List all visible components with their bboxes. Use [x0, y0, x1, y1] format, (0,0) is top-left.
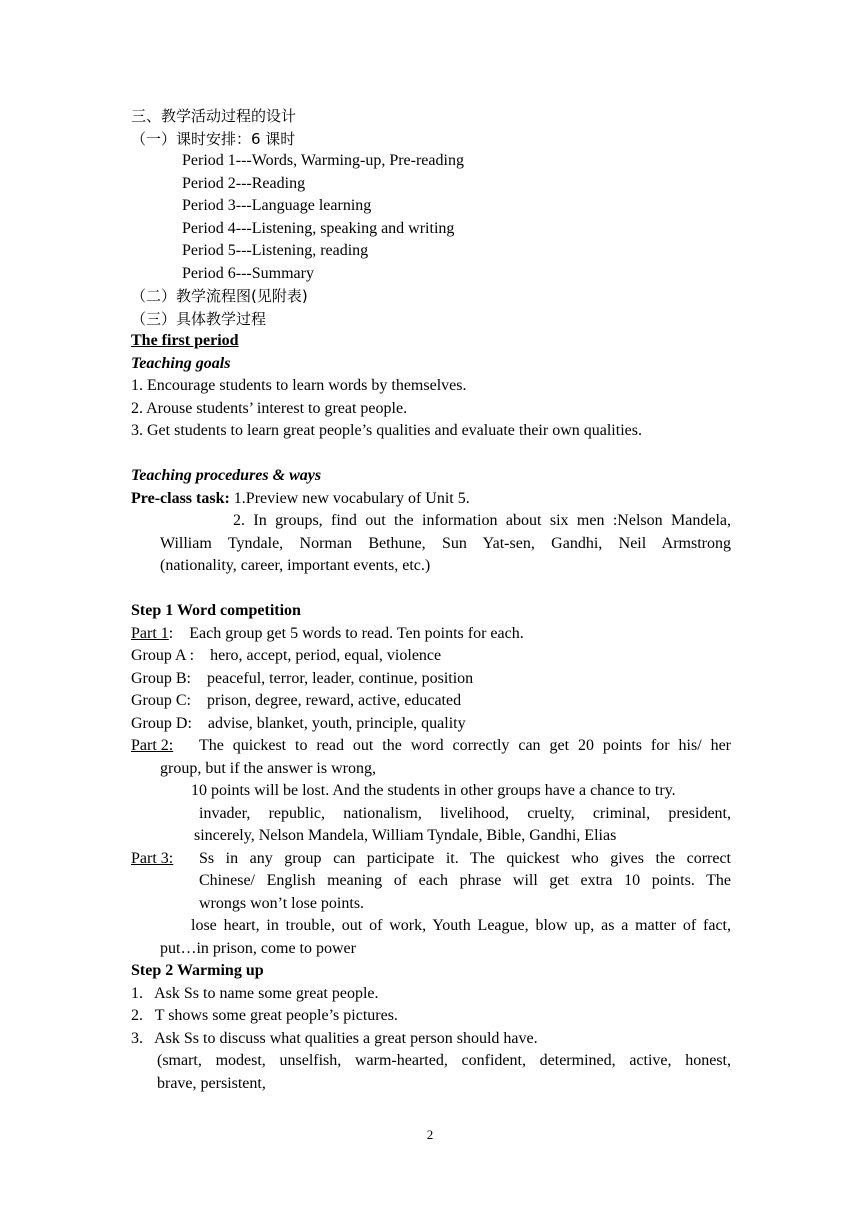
group-item: Group C: prison, degree, reward, active, educated [131, 692, 462, 709]
step1-title: Step 1 Word competition [131, 602, 301, 619]
flowchart-label: （二）教学流程图(见附表) [131, 287, 308, 305]
period-item: Period 5---Listening, reading [182, 242, 369, 259]
part3-line: lose heart, in trouble, out of work, Youth League, blow up, as a matter of fact, [191, 917, 731, 934]
part3-label: Part 3: [131, 850, 174, 867]
step2-title: Step 2 Warming up [131, 962, 264, 979]
process-label: （三）具体教学过程 [131, 310, 267, 328]
period-item: Period 4---Listening, speaking and writing [182, 220, 455, 237]
part3-line: Chinese/ English meaning of each phrase will get extra 10 points. The [199, 872, 731, 889]
goal-item: 1. Encourage students to learn words by themselves. [131, 377, 467, 394]
preclass-line [131, 489, 470, 509]
part2-line: group, but if the answer is wrong, [160, 760, 376, 777]
procedures-title: Teaching procedures & ways [131, 467, 322, 484]
goal-item: 2. Arouse students’ interest to great people. [131, 400, 408, 417]
preclass-task1: 1.Preview new vocabulary of Unit 5. [229, 490, 470, 507]
preclass-task2-line: 2. In groups, find out the information about six men :Nelson Mandela, [233, 512, 731, 529]
part3-line: put…in prison, come to power [160, 940, 356, 957]
group-item: Group B: peaceful, terror, leader, continue, position [131, 670, 474, 687]
goal-item: 3. Get students to learn great people’s qualities and evaluate their own qualities. [131, 422, 642, 439]
group-item: Group A : hero, accept, period, equal, violence [131, 647, 442, 664]
page-number: 2 [426, 1127, 434, 1142]
group-item: Group D: advise, blanket, youth, principle, quality [131, 715, 466, 732]
section-heading: 三、教学活动过程的设计 [131, 107, 297, 125]
part2-line: The quickest to read out the word correctly can get 20 points for his/ her [199, 737, 731, 754]
preclass-task2-line: William Tyndale, Norman Bethune, Sun Yat-sen, Gandhi, Neil Armstrong [160, 535, 731, 552]
preclass-label: Pre-class task: [131, 490, 230, 507]
step2-item: 2. T shows some great people’s pictures. [131, 1007, 398, 1024]
preclass-task2-line: (nationality, career, important events, etc.) [160, 557, 431, 574]
qualities-line: (smart, modest, unselfish, warm-hearted, confident, determined, active, honest, [157, 1052, 731, 1069]
period-item: Period 1---Words, Warming-up, Pre-reading [182, 152, 464, 169]
part3-line: Ss in any group can participate it. The quickest who gives the correct [199, 850, 731, 867]
teaching-goals-title: Teaching goals [131, 355, 231, 372]
part1-label: Part 1 [131, 625, 169, 642]
part2-line: invader, republic, nationalism, livelihood, cruelty, criminal, president, [199, 805, 731, 822]
part3-line: wrongs won’t lose points. [199, 895, 365, 912]
period-item: Period 2---Reading [182, 175, 306, 192]
period-item: Period 3---Language learning [182, 197, 372, 214]
part1-text: : Each group get 5 words to read. Ten points for each. [168, 625, 524, 642]
first-period-title: The first period [131, 332, 239, 349]
part1-line [131, 624, 524, 644]
step2-item: 3. Ask Ss to discuss what qualities a great person should have. [131, 1030, 538, 1047]
step2-item: 1. Ask Ss to name some great people. [131, 985, 379, 1002]
part2-label: Part 2: [131, 737, 174, 754]
part2-line: sincerely, Nelson Mandela, William Tyndale, Bible, Gandhi, Elias [194, 827, 617, 844]
part2-line: 10 points will be lost. And the students in other groups have a chance to try. [191, 782, 676, 799]
period-item: Period 6---Summary [182, 265, 314, 282]
schedule-label: （一）课时安排：6 课时 [131, 130, 296, 148]
qualities-line: brave, persistent, [157, 1075, 266, 1092]
